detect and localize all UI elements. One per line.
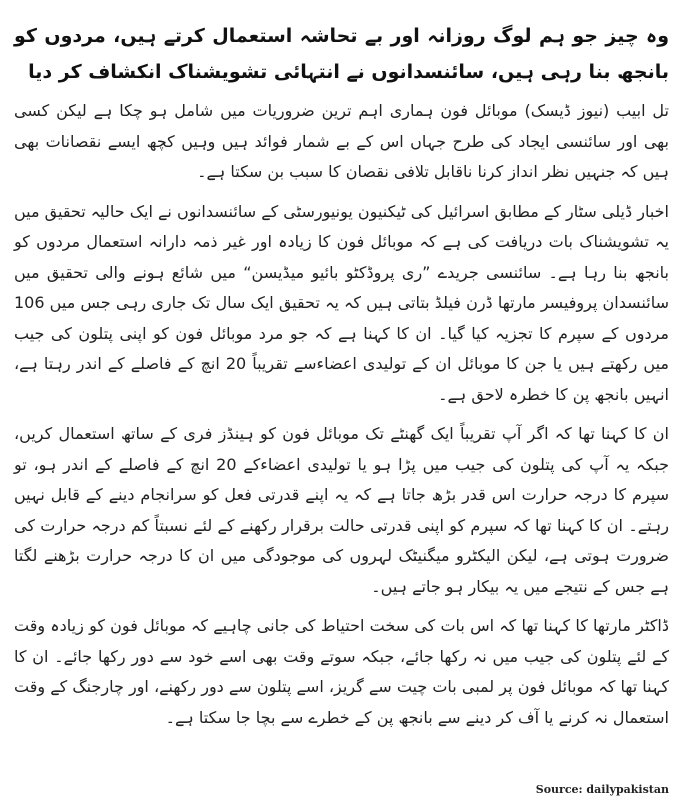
article-paragraph-1: تل ابیب (نیوز ڈیسک) موبائل فون ہماری اہم ترین ضروریات میں شامل ہو چکا ہے لیکن کسی بھی اور سائنسی ایجاد کی طرح جہاں اس کے بے شمار فوائد ہیں وہیں کچھ ایسے نقصانات بھی ہیں کہ جنہیں نظر انداز کرنا ناقابل تلافی نقصان کا سبب بن سکتا ہے۔ [14, 101, 669, 181]
article-paragraph-3: ان کا کہنا تھا کہ اگر آپ تقریباً ایک گھنٹے تک موبائل فون کو ہینڈز فری کے ساتھ استعمال کریں، جبکہ یہ آپ کی پتلون کی جیب میں پڑا ہو یا تولیدی اعضاءکے 20 انچ کے فاصلے کے اندر ہو، تو سپرم کا درجہ حرارت اس قدر بڑھ جاتا ہے کہ یہ اپنے قدرتی فعل کو سرانجام دینے کے قابل نہیں رہتے۔ ان کا کہنا تھا کہ سپرم کو اپنی قدرتی حالت برقرار رکھنے کے لئے نسبتاً کم درجہ حرارت کی ضرورت ہوتی ہے، لیکن الیکٹرو میگنیٹک لہروں کی موجودگی میں ان کا درجہ حرارت بڑھنے لگتا ہے جس کے نتیجے میں یہ بیکار ہو جاتے ہیں۔ [14, 424, 670, 596]
source-credit: Source: dailypakistan [535, 783, 669, 796]
article [14, 18, 669, 742]
article-paragraph-2: اخبار ڈیلی سٹار کے مطابق اسرائیل کی ٹیکنیون یونیورسٹی کے سائنسدانوں نے ایک حالیہ تحقیق میں یہ تشویشناک بات دریافت کی ہے کہ موبائل فون کا زیادہ اور غیر ذمہ دارانہ استعمال مردوں کو بانجھ بنا رہا ہے۔ سائنسی جریدے ”ری پروڈکٹو بائیو میڈیسن“ میں شائع ہونے والی تحقیق میں سائنسدان پروفیسر مارتھا ڈرن فیلڈ بتاتی ہیں کہ یہ تحقیق ایک سال تک جاری رہی جس میں 106 مردوں کے سپرم کا تجزیہ کیا گیا۔ ان کا کہنا ہے کہ جو مرد موبائل فون کو اپنی پتلون کی جیب میں رکھتے ہیں یا جن کا موبائل ان کے تولیدی اعضاءسے تقریباً 20 انچ کے فاصلے کے اندر رہتا ہے، انہیں بانجھ پن کا خطرہ لاحق ہے۔ [14, 201, 669, 404]
article-paragraph-4: ڈاکٹر مارتھا کا کہنا تھا کہ اس بات کی سخت احتیاط کی جانی چاہیے کہ موبائل فون کو زیادہ وقت کے لئے پتلون کی جیب میں نہ رکھا جائے، جبکہ سوتے وقت بھی اسے خود سے دور رکھا جائے۔ ان کا کہنا تھا کہ موبائل فون پر لمبی بات چیت سے گریز، اسے پتلون سے دور رکھنے، اور چارجنگ کے وقت استعمال نہ کرنے یا آف کر دینے سے بانجھ پن کے خطرے سے بچا جا سکتا ہے۔ [14, 616, 669, 727]
article-headline: وہ چیز جو ہم لوگ روزانہ اور بے تحاشہ استعمال کرتے ہیں، مردوں کو بانجھ بنا رہی ہیں، سائنسدانوں نے انتہائی تشویشناک انکشاف کر دیا [14, 25, 669, 83]
